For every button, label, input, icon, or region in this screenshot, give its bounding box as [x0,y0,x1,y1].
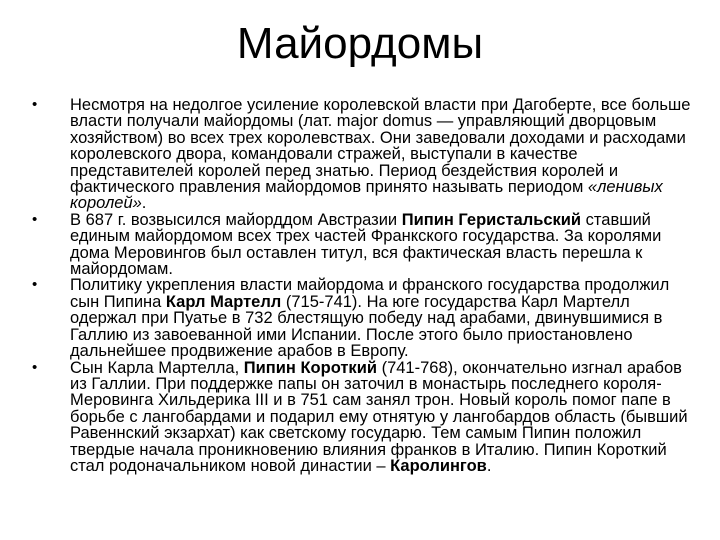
bullet-item-2 [32,212,692,278]
bullet-bold-name: Карл Мартелл [165,292,282,311]
bullet-text: Политику укрепления власти майордома и франского государства продолжил сын Пипина [70,276,670,311]
bullet-dot: • [32,210,38,228]
bullet-bold-name: Пипин Геристальский [401,210,582,229]
bullet-bold-dynasty: Каролингов [390,456,487,475]
bullet-emphasis: «ленивых королей» [70,178,663,213]
bullet-text: Сын Карла Мартелла, [70,358,244,377]
bullet-item-3 [32,277,692,359]
bullet-text: ставший единым майордомом всех трех частей Франкского государства. За королями дома Меровингов был оставлен титул, вся фактическая власть перешла к майордомам. [70,210,662,279]
bullet-list [32,97,692,474]
bullet-dot: • [32,96,38,113]
bullet-item-4 [32,360,692,475]
bullet-text: . [141,194,147,213]
bullet-dot: • [32,358,38,376]
bullet-text: Несмотря на недолгое усиление королевской власти при Дагоберте, все больше власти получали майордомы (лат. major domus — управляющий дворцовым хозяйством) во всех трех королевствах. Они заведовали доходами и расходами королевского двора, командовали стражей, выступали в качестве представителей королей перед знатью. Период бездействия королей и фактического правления майордомов принято называть периодом [70,96,691,197]
slide-title: Майордомы [236,19,484,68]
bullet-text: . [486,456,492,475]
bullet-text: (715-741). На юге государства Карл Мартелл одержал при Пуатье в 732 блестящую победу над арабами, двинувшимися в Галлию из завоеванной ими Испании. После этого было приостановлено дальнейшее продвижение арабов в Европу. [70,292,663,361]
bullet-text: В 687 г. возвысился майорддом Австразии [70,210,402,229]
bullet-bold-name: Пипин Короткий [243,358,377,377]
bullet-text: (741-768), окончательно изгнал арабов из Галлии. При поддержке папы он заточил в монастырь последнего короля-Меровинга Хильдерика III и в 751 сам занял трон. Новый король помог папе в борьбе с лангобардами и подарил ему отнятую у лангобардов область (бывший Равеннский экзархат) как светскому государю. Тем самым Пипин положил твердые начала проникновению влияния франков в Италию. Пипин Короткий стал родоначальником новой династии – [70,358,688,475]
bullet-dot: • [32,276,38,294]
bullet-item-1 [32,97,692,212]
